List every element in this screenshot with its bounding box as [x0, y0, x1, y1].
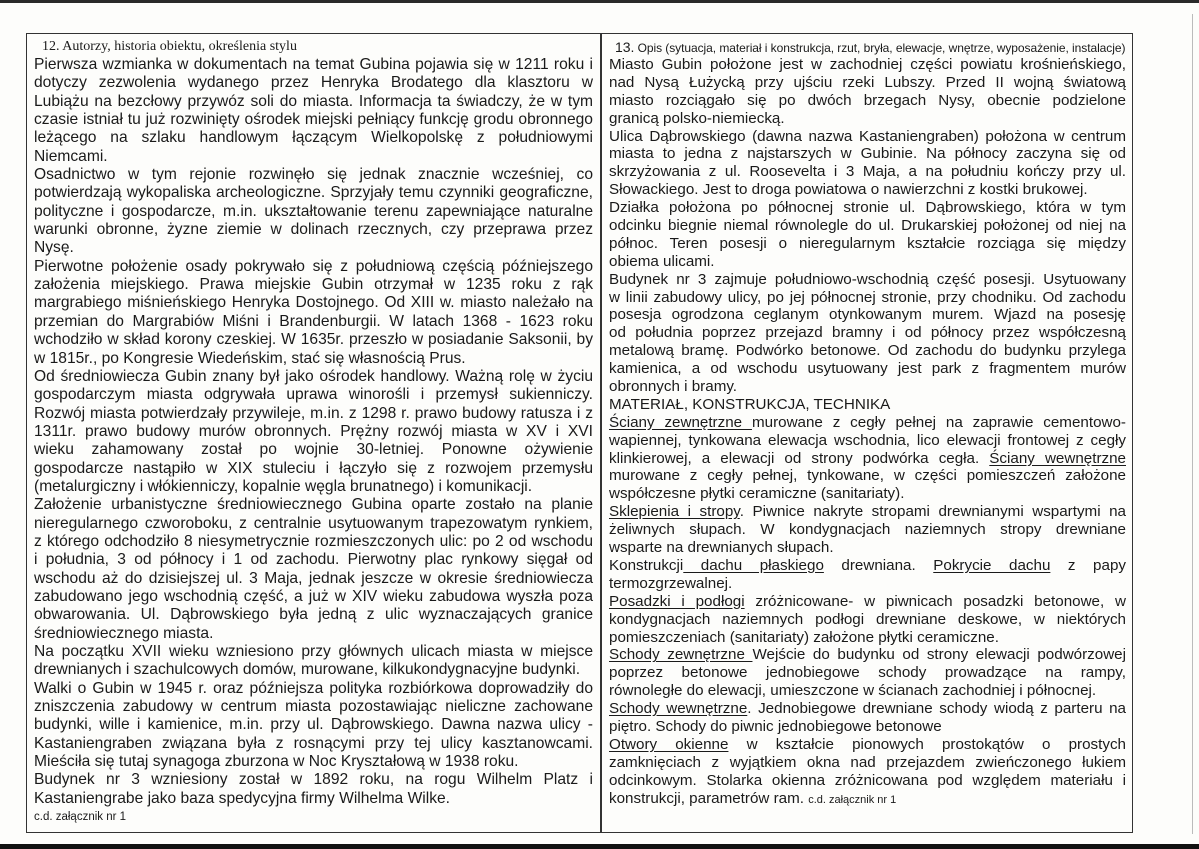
- section-12-header: 12. Autorzy, historia obiektu, określenia stylu: [42, 39, 297, 54]
- text-line: Kastaniengraben związana była z rosnącymi przy tej ulicy kasztanowcami.: [34, 734, 593, 752]
- text-line: Osadnictwo w tym rejonie rozwinęło się jednak znacznie wcześniej, co: [34, 166, 593, 184]
- text-line: pomieszczeniach (sanitariaty) założone płytki ceramiczne.: [609, 628, 999, 646]
- text-line: wschodu aż do dzisiejszej ul. 3 Maja, jednak jeszcze w okresie średniowiecza: [34, 569, 593, 587]
- text-line: wieku zahamowany został po wojnie 30-letniej. Ponowne ożywienie: [34, 441, 593, 459]
- text-line: miasta to jedna z najstarszych w Gubinie. Na północy zaczyna się od: [609, 145, 1126, 163]
- text-line: MATERIAŁ, KONSTRUKCJA, TECHNIKA: [609, 395, 891, 413]
- underlined-term: Pokrycie dachu: [933, 556, 1051, 574]
- underlined-term: Otwory okienne: [609, 735, 729, 753]
- text-line: i południa, 3 od północy i 1 od zachodu. Pierwotny plac rynkowy sięgał od: [34, 551, 593, 569]
- text-line: [609, 790, 1126, 808]
- text-line: 1311r. prawo budowy murów obronnych. Prężny rozwój miasta w XV i XVI: [34, 422, 593, 440]
- paragraph: [609, 736, 1126, 808]
- text-line: [609, 557, 1126, 575]
- underlined-term: Ściany zewnętrzne: [609, 413, 752, 431]
- text-line: Pierwotne położenie osady pokrywało się z południową częścią późniejszego: [34, 257, 593, 275]
- section-13-body: [609, 56, 1126, 807]
- paragraph: [609, 56, 1126, 128]
- paragraph: [34, 643, 593, 680]
- text-line: (metalurgiczny i włókienniczy, kopalnie węgla brunatnego) i komunikacji.: [34, 477, 533, 495]
- text-line: termozgrzewalnej.: [609, 574, 733, 592]
- text-line: Założenie urbanistyczne średniowiecznego Gubina oparte zostało na planie: [34, 496, 593, 514]
- text-line: piętro. Schody do piwnic jednobiegowe betonowe: [609, 717, 942, 735]
- text-line: Miasto Gubin położone jest w zachodniej części powiatu krośnieńskiego,: [609, 56, 1126, 73]
- text-line: Lubiążu na bezcłowy przywóz soli do miasta. Informacja ta świadczy, że w tym: [34, 92, 593, 110]
- text-line: nieregularnego czworoboku, z centralnie usytuowanym trapezowatym rynkiem,: [34, 514, 593, 532]
- paragraph: [609, 128, 1126, 200]
- text-line: wchodziło w skład korony czeskiej. W 1635r. przeszło w posiadanie Saksonii, by: [34, 331, 593, 349]
- text-line: posesja ogrodzona ceglanym otynkowanym murem. Wjazd na posesję: [609, 306, 1126, 324]
- text-line: [609, 503, 1126, 521]
- text-line: odcinku biegnie niemal równolegle do ul. Drukarskiej położonej od niej na: [609, 217, 1126, 235]
- text-segment: konstrukcji, parametrów ram.: [609, 789, 809, 807]
- text-line: żeliwnych słupach. W kondygnacjach naziemnych stropy drewniane: [609, 521, 1126, 539]
- text-line: równoległe do elewacji, umieszczone w ścianach zachodniej i północnej.: [609, 682, 1097, 700]
- text-line: potwierdzają wykopaliska archeologiczne. Sprzyjały temu czynniki geograficzne,: [34, 184, 593, 202]
- paragraph: [609, 593, 1126, 647]
- text-line: w linii zabudowy ulicy, po jej północnej stronie, przy chodniku. Od zachodu: [609, 288, 1126, 306]
- text-line: współczesne płytki ceramiczne (sanitariaty).: [609, 485, 905, 503]
- text-line: Niemcami.: [34, 147, 108, 165]
- text-line: obwarowania. Ul. Dąbrowskiego była jedną z ulic wyznaczających granice: [34, 606, 593, 624]
- text-line: [609, 414, 1126, 432]
- text-segment: w kształcie pionowych prostokątów o prostych: [728, 735, 1126, 753]
- paragraph: [609, 271, 1126, 396]
- text-segment: Wejście do budynku od strony elewacji podwórzowej: [752, 646, 1127, 664]
- text-segment: murowane z cegły pełnej na zaprawie cementowo-: [751, 413, 1126, 431]
- text-line: z którego odchodziło 8 niesymetrycznie rozmieszczonych ulic: po 2 od wschodu: [34, 532, 593, 550]
- text-line: warunki obronne, żyzne ziemie w dolinach rzecznych, czy przeprawa przez: [34, 221, 593, 239]
- section-12-history: [26, 33, 601, 833]
- text-line: kamienica, a od wschodu usytuowany jest park z fragmentem murów: [609, 360, 1126, 378]
- paragraph: [34, 56, 593, 166]
- text-line: [609, 700, 1126, 718]
- text-line: gospodarczym miasta odgrywała uprawa winorośli i przemysł sukienniczy.: [34, 386, 593, 404]
- text-line: Kastaniengrabe jako baza spedycyjna firmy Wilhelma Wilke.: [34, 789, 451, 807]
- text-line: Słowackiego. Jest to droga powiatowa o nawierzchni z kostki brukowej.: [609, 181, 1088, 199]
- paragraph: [609, 396, 1126, 414]
- paragraph: [609, 199, 1126, 271]
- text-line: granicą polsko-niemiecką.: [609, 109, 785, 127]
- text-line: [609, 736, 1126, 754]
- scan-bottom-edge: [0, 844, 1199, 849]
- section-12-body: [34, 56, 593, 808]
- paragraph: [34, 496, 593, 643]
- text-line: wsparte na drewnianych słupach.: [609, 539, 834, 557]
- paragraph: [609, 557, 1126, 593]
- text-line: margrabiego miśnieńskiego Henryka Dostojnego. Od XIII w. miasto należało na: [34, 294, 593, 312]
- text-line: zamknięciach z wyjątkiem okna nad przejazdem zwieńczonego łukiem: [609, 753, 1126, 771]
- paragraph: [34, 258, 593, 368]
- text-segment: . Jednobiegowe drewniane schody wiodą z parteru na: [747, 700, 1126, 718]
- text-line: zabudowano jego wschodnią część, a już w XIV wieku zabudowa wyszła poza: [34, 587, 593, 605]
- text-line: w 1815r., po Kongresie Wiedeńskim, stać się własnością Prus.: [34, 349, 466, 367]
- paragraph: [34, 166, 593, 258]
- text-line: od południa poprzez przejazd bramny i od północy przez współczesną: [609, 324, 1126, 342]
- text-line: gospodarcze nastąpiło w XIX stuleciu i łączyło się z rozwojem przemysłu: [34, 459, 593, 477]
- underlined-term: Schody zewnętrzne: [609, 646, 753, 664]
- text-line: poprzez betonowe jednobiegowe schody prowadzące na rampy,: [609, 664, 1126, 682]
- text-line: Działka położona po północnej stronie ul. Dąbrowskiego, która w tym: [609, 199, 1126, 217]
- text-line: [609, 450, 1126, 468]
- text-segment: . Piwnice nakryte stropami drewnianymi wspartymi na: [739, 503, 1126, 521]
- text-line: skrzyżowania z ul. Roosevelta i 3 Maja, a na południu kończy przy ul.: [609, 163, 1126, 181]
- underlined-term: dachu płaskiego: [683, 556, 824, 574]
- section-13-number: 13.: [615, 39, 635, 55]
- text-line: Walki o Gubin w 1945 r. oraz późniejsza polityka rozbiórkowa doprowadziły do: [34, 679, 593, 697]
- underlined-term: Sklepienia i stropy: [609, 503, 740, 521]
- section-13-title: Opis (sytuacja, materiał i konstrukcja, rzut, bryła, elewacje, wnętrze, wyposażenie, instalacje): [634, 41, 1126, 55]
- text-segment: Konstrukcji: [609, 556, 684, 574]
- text-line: obiema ulicami.: [609, 252, 715, 270]
- text-segment: zróżnicowane- w piwnicach posadzki betonowe, w: [744, 592, 1126, 610]
- underlined-term: Ściany wewnętrzne: [989, 449, 1126, 467]
- text-line: wapiennej, tynkowana elewacja wschodnia, lico elewacji frontowej z cegły: [609, 431, 1126, 449]
- text-line: [609, 593, 1126, 611]
- text-line: budynki, wille i kamienice, m.in. przy ul. Dąbrowskiego. Dawna nazwa ulicy -: [34, 716, 593, 734]
- text-line: Rozwój miasta potwierdzały przywileje, m.in. z 1298 r. prawo budowy ratusza i z: [34, 404, 593, 422]
- text-line: Od średniowiecza Gubin znany był jako ośrodek handlowy. Ważną rolę w życiu: [34, 367, 593, 385]
- text-line: Mieściła się tutaj synagoga zburzona w Noc Kryształową w 1938 roku.: [34, 753, 519, 771]
- text-line: przemian do Margrabiów Miśni i Brandenburgii. W latach 1368 - 1623 roku: [34, 312, 593, 330]
- section-13-description: [601, 33, 1133, 833]
- page-edge: [1192, 14, 1193, 834]
- underlined-term: Posadzki i podłogi: [609, 592, 745, 610]
- text-line: murowane z cegły pełnej, tynkowane, w części pomieszczeń założone: [609, 467, 1126, 485]
- paragraph: [34, 680, 593, 772]
- paragraph: [34, 771, 593, 808]
- text-line: Nysę.: [34, 239, 74, 257]
- paragraph: [609, 646, 1126, 700]
- text-segment: klinkierowej, a elewacji od strony podwórka cegła.: [609, 449, 990, 467]
- text-line: północ. Teren posesji o nieregularnym kształcie rozciąga się między: [609, 234, 1126, 252]
- paragraph: [609, 700, 1126, 736]
- text-line: zniszczenia zabudowy w centrum miasta pozostawiając nieliczne zachowane: [34, 698, 593, 716]
- continuation-note: c.d. załącznik nr 1: [808, 793, 897, 806]
- text-line: czasie istniał tu już rozwinięty ośrodek miejski pełniący funkcję grodu obronnego: [34, 111, 593, 129]
- text-line: Na początku XVII wieku wzniesiono przy głównych ulicach miasta w miejsce: [34, 643, 593, 660]
- text-line: leżącego na szlaku handlowym łączącym Wielkopolskę z południowymi: [34, 129, 593, 147]
- text-line: metalową bramę. Podwórko betonowe. Od zachodu do budynku przylega: [609, 342, 1126, 360]
- text-line: nad Nysą Łużycką przy ujściu rzeki Lubszy. Przed II wojną światową: [609, 73, 1126, 91]
- text-segment: drewniana.: [823, 556, 934, 574]
- text-line: [609, 646, 1126, 664]
- text-line: obronnych i bramy.: [609, 378, 738, 396]
- text-line: polityczne i gospodarcze, m.in. ukształtowanie terenu zapewniające naturalne: [34, 202, 593, 220]
- underlined-term: Schody wewnętrzne: [609, 700, 748, 718]
- text-segment: z papy: [1050, 556, 1126, 574]
- section-13-header: [609, 38, 1126, 56]
- text-line: Budynek nr 3 zajmuje południowo-wschodnią część posesji. Usytuowany: [609, 270, 1126, 288]
- scan-top-edge: [0, 0, 1199, 3]
- text-line: kondygnacjach naziemnych podłogi drewniane deskowe, w niektórych: [609, 610, 1126, 628]
- text-line: Pierwsza wzmianka w dokumentach na temat Gubina pojawia się w 1211 roku i: [34, 56, 593, 73]
- text-line: drewnianych i szachulcowych domów, murowane, kilkukondygnacyjne budynki.: [34, 661, 581, 679]
- continuation-note: c.d. załącznik nr 1: [34, 811, 127, 824]
- text-line: odcinkowym. Stolarka okienna zróżnicowana pod względem materiału i: [609, 771, 1126, 789]
- text-line: założenia miejskiego. Prawa miejskie Gubin otrzymał w 1235 roku z rąk: [34, 276, 593, 294]
- paragraph: [609, 414, 1126, 503]
- paragraph: [609, 503, 1126, 557]
- text-line: dotyczy zezwolenia wydanego przez Henryka Brodatego dla klasztoru w: [34, 74, 593, 92]
- text-line: średniowiecznego miasta.: [34, 624, 214, 642]
- paragraph: [34, 368, 593, 496]
- text-line: Ulica Dąbrowskiego (dawna nazwa Kastaniengraben) położona w centrum: [609, 127, 1126, 145]
- text-line: miasto rozciągało się po dwóch brzegach Nysy, obecnie podzielone: [609, 91, 1126, 109]
- text-line: Budynek nr 3 wzniesiony został w 1892 roku, na rogu Wilhelm Platz i: [34, 771, 593, 789]
